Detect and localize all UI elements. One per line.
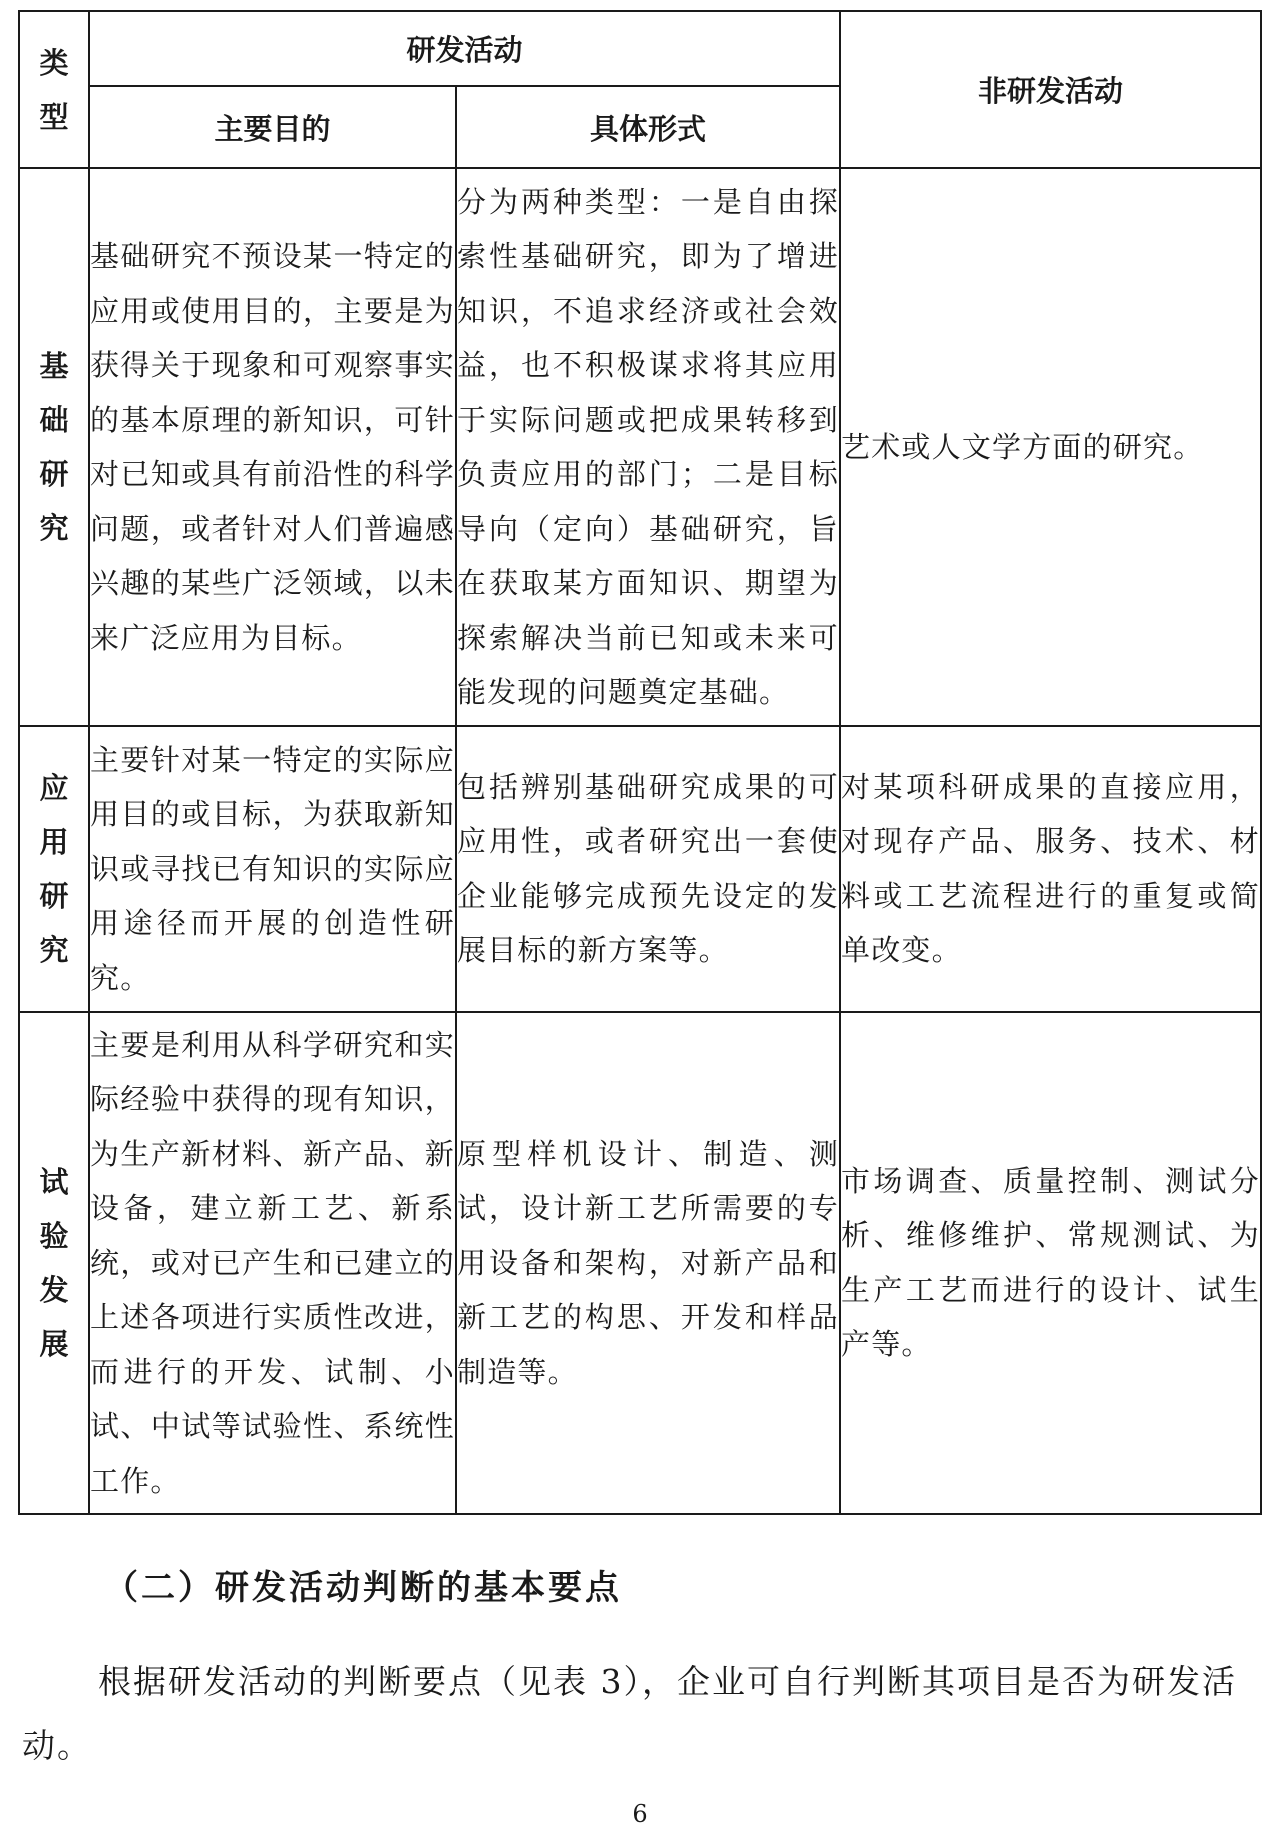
page-number: 6 xyxy=(632,1800,648,1828)
row-form: 包括辨别基础研究成果的可应用性，或者研究出一套使企业能够完成预先设定的发展目标的新方案等。 xyxy=(456,726,840,1012)
row-purpose: 主要针对某一特定的实际应用目的或目标，为获取新知识或寻找已有知识的实际应用途径而开展的创造性研究。 xyxy=(89,726,456,1012)
row-type-applied-research: 应用研究 xyxy=(19,726,89,1012)
row-form: 分为两种类型：一是自由探索性基础研究，即为了增进知识，不追求经济或社会效益，也不积极谋求将其应用于实际问题或把成果转移到负责应用的部门；二是目标导向（定向）基础研究，旨在获取某方面知识、期望为探索解决当前已知或未来可能发现的问题奠定基础。 xyxy=(456,168,840,726)
body-paragraph: 根据研发活动的判断要点（见表 3），企业可自行判断其项目是否为研发活动。 xyxy=(22,1662,1237,1765)
section-heading: （二）研发活动判断的基本要点 xyxy=(104,1568,622,1608)
row-type-basic-research: 基础研究 xyxy=(19,168,89,726)
header-main-purpose: 主要目的 xyxy=(89,86,456,168)
table-row xyxy=(19,168,1261,726)
header-specific-form: 具体形式 xyxy=(456,86,840,168)
row-non-rd: 市场调查、质量控制、测试分析、维修维护、常规测试、为生产工艺而进行的设计、试生产等。 xyxy=(840,1012,1261,1514)
header-rd-activity: 研发活动 xyxy=(89,11,840,86)
row-non-rd: 对某项科研成果的直接应用，对现存产品、服务、技术、材料或工艺流程进行的重复或简单改变。 xyxy=(840,726,1261,1012)
table-row xyxy=(19,1012,1261,1514)
header-type: 类型 xyxy=(19,11,89,168)
row-form: 原型样机设计、制造、测试，设计新工艺所需要的专用设备和架构，对新产品和新工艺的构思、开发和样品制造等。 xyxy=(456,1012,840,1514)
table-row xyxy=(19,726,1261,1012)
row-purpose: 基础研究不预设某一特定的应用或使用目的，主要是为获得关于现象和可观察事实的基本原理的新知识，可针对已知或具有前沿性的科学问题，或者针对人们普遍感兴趣的某些广泛领域，以未来广泛应用为目标。 xyxy=(89,168,456,726)
header-non-rd-activity: 非研发活动 xyxy=(840,11,1261,168)
row-non-rd: 艺术或人文学方面的研究。 xyxy=(840,168,1261,726)
row-type-experimental-development: 试验发展 xyxy=(19,1012,89,1514)
row-purpose: 主要是利用从科学研究和实际经验中获得的现有知识，为生产新材料、新产品、新设备，建立新工艺、新系统，或对已产生和已建立的上述各项进行实质性改进，而进行的开发、试制、小试、中试等试验性、系统性工作。 xyxy=(89,1012,456,1514)
rd-classification-table xyxy=(18,10,1262,1515)
